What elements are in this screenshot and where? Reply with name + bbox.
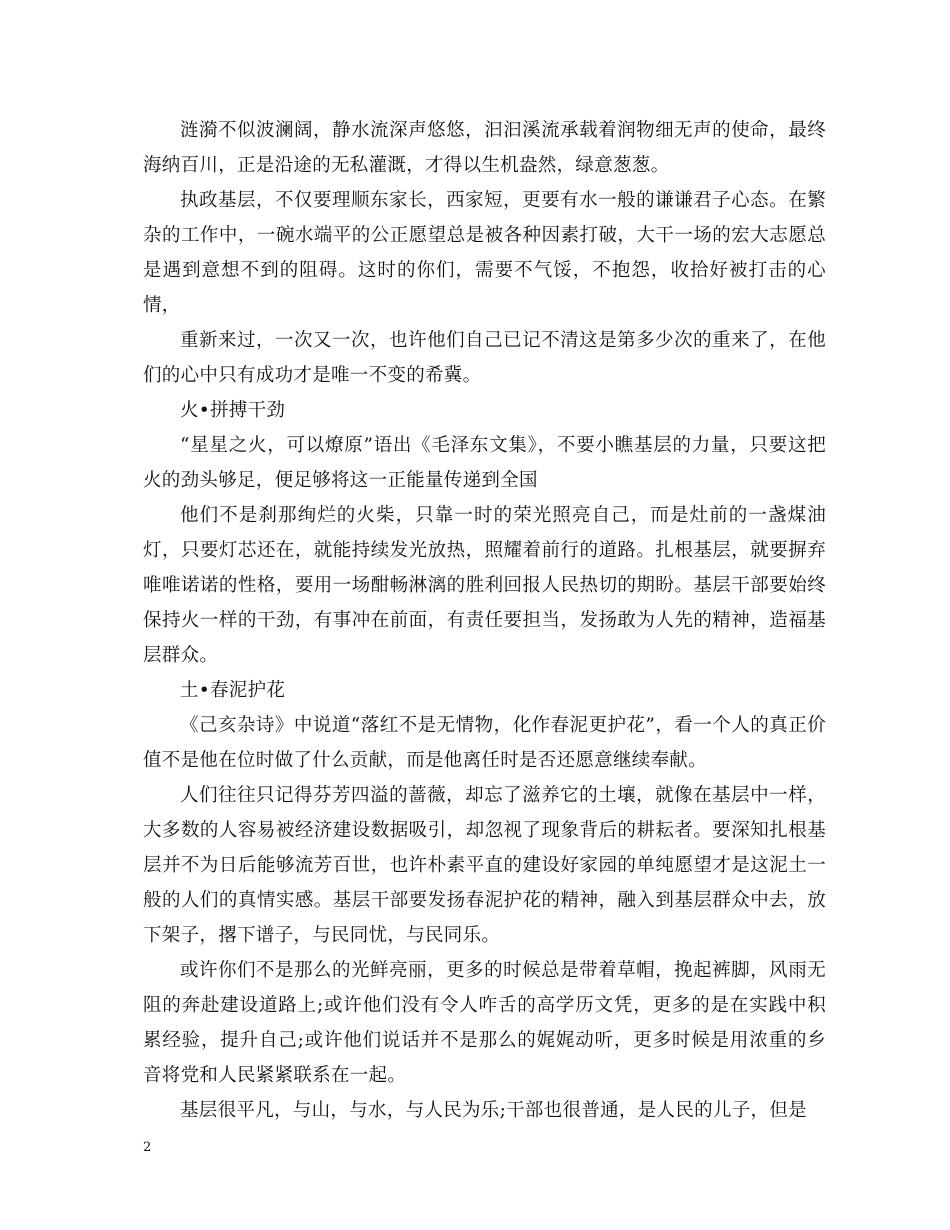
page-number: 2	[143, 1140, 152, 1155]
document-body	[143, 113, 826, 1128]
paragraph-water-governance: 执政基层，不仅要理顺东家长，西家短，更要有水一般的谦谦君子心态。在繁杂的工作中，一碗水端平的公正愿望总是被各种因素打破，大干一场的宏大志愿总是遇到意想不到的阻碍。这时的你们，需要不气馁，不抱怨，收拾好被打击的心情，	[143, 190, 826, 316]
paragraph-grassroots-ordinary: 基层很平凡，与山，与水，与人民为乐;干部也很普通，是人民的儿子，但是	[180, 1100, 807, 1121]
paragraph-earth-soil: 人们往往只记得芬芳四溢的蔷薇，却忘了滋养它的土壤，就像在基层中一样，大多数的人容易被经济建设数据吸引，却忽视了现象背后的耕耘者。要深知扎根基层并不为日后能够流芳百世，也许朴素平直的建设好家园的单纯愿望才是这泥土一般的人们的真情实感。基层干部要发扬春泥护花的精神，融入到基层群众中去，放下架子，撂下谱子，与民同忧，与民同乐。	[143, 785, 826, 946]
paragraph-fire-lamp: 他们不是刹那绚烂的火柴，只靠一时的荣光照亮自己，而是灶前的一盏煤油灯，只要灯芯还在，就能持续发光放热，照耀着前行的道路。扎根基层，就要摒弃唯唯诺诺的性格，要用一场酣畅淋漓的胜利回报人民热切的期盼。基层干部要始终保持火一样的干劲，有事冲在前面，有责任要担当，发扬敢为人先的精神，造福基层群众。	[143, 505, 826, 666]
paragraph-fire-quote: “星星之火，可以燎原”语出《毛泽东文集》，不要小瞧基层的力量，只要这把火的劲头够足，便足够将这一正能量传递到全国	[143, 435, 826, 491]
paragraph-earth-poem: 《己亥杂诗》中说道“落红不是无情物，化作春泥更护花”，看一个人的真正价值不是他在位时做了什么贡献，而是他离任时是否还愿意继续奉献。	[143, 715, 826, 771]
section-heading-fire: 火•拼搏干劲	[180, 400, 286, 421]
paragraph-water-intro: 涟漪不似波澜阔，静水流深声悠悠，汩汩溪流承载着润物细无声的使命，最终海纳百川，正是沿途的无私灌溉，才得以生机盎然，绿意葱葱。	[143, 120, 826, 176]
section-heading-earth: 土•春泥护花	[180, 680, 286, 701]
paragraph-water-persistence: 重新来过，一次又一次，也许他们自己已记不清这是第多少次的重来了，在他们的心中只有成功才是唯一不变的希冀。	[143, 330, 826, 386]
paragraph-earth-cadres: 或许你们不是那么的光鲜亮丽，更多的时候总是带着草帽，挽起裤脚，风雨无阻的奔赴建设道路上;或许他们没有令人咋舌的高学历文凭，更多的是在实践中积累经验，提升自己;或许他们说话并不是那么的娓娓动听，更多时候是用浓重的乡音将党和人民紧紧联系在一起。	[143, 960, 826, 1086]
